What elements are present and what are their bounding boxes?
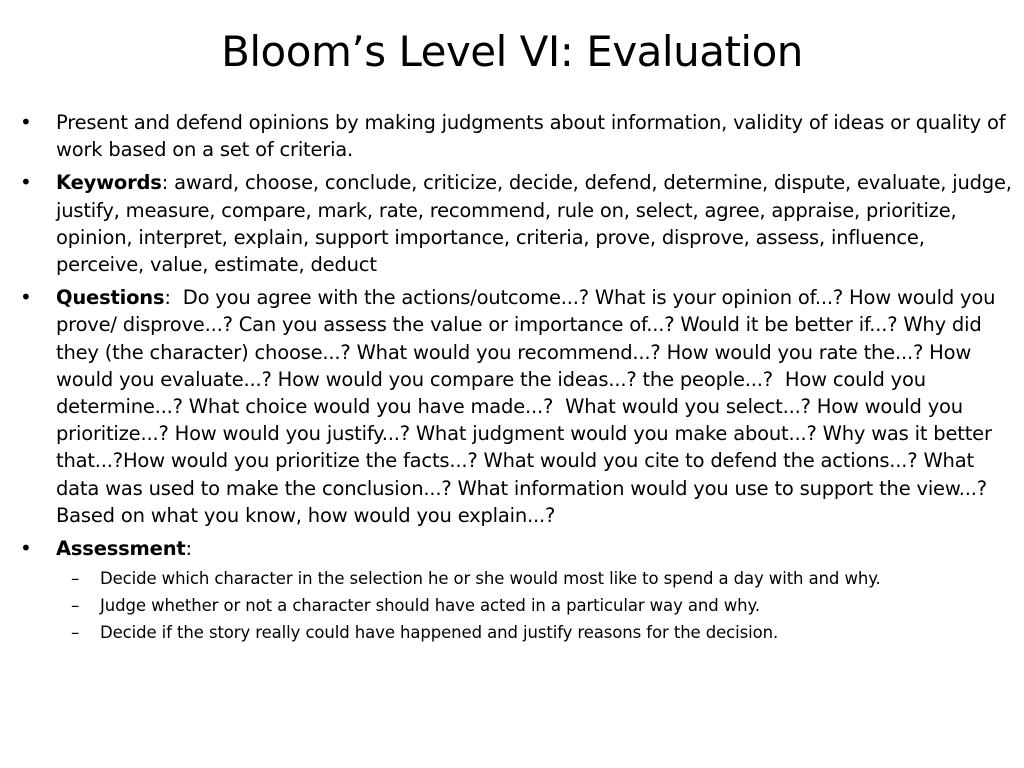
bullet-text: Do you agree with the actions/outcome...? What is your opinion of...? How would you prove/ disprove...? Can you assess the value or importance of...? Would it be better if...? Why did they (the character) choose...? What would you recommend...? How would you rate the...? How would you evaluate...? How would you compare the ideas...? the people...? How could you determine...? What choice would you have made...? What would you select...? How would you prioritize...? How would you justify...? What judgment would you make about...? Why was it better that...?How would you prioritize the facts...? What would you cite to defend the actions...? What data was used to make the conclusion...? What information would you use to support the view...? Based on what you know, how would you explain...? (56, 286, 1002, 527)
dash-icon: – (71, 569, 80, 589)
sub-bullet-item (18, 568, 1018, 590)
bullet-definition (18, 109, 1018, 163)
bullet-dot-icon: • (20, 110, 32, 134)
bullet-separator: : (161, 171, 169, 195)
bullet-assessment (18, 535, 1018, 562)
bullet-separator: : (185, 537, 192, 561)
slide-content (18, 109, 1018, 649)
bullet-label: Keywords (56, 171, 162, 195)
bullet-text: award, choose, conclude, criticize, decide, defend, determine, dispute, evaluate, judge, justify, measure, compare, mark, rate, recommend, rule on, select, agree, appraise, prioritize, opinion, interpret, explain, support importance, criteria, prove, disprove, assess, influence, perceive, value, estimate, deduct (56, 171, 1012, 277)
dash-icon: – (71, 596, 80, 616)
sub-bullet-text: Judge whether or not a character should have acted in a particular way and why. (100, 596, 760, 616)
dash-icon: – (71, 623, 80, 643)
sub-bullet-item (18, 595, 1018, 617)
bullet-dot-icon: • (20, 536, 32, 561)
sub-bullet-text: Decide if the story really could have happened and justify reasons for the decision. (100, 623, 779, 643)
bullet-separator: : (164, 286, 171, 310)
sub-bullet-text: Decide which character in the selection he or she would most like to spend a day with and why. (100, 569, 881, 589)
sub-bullet-item (18, 622, 1018, 644)
assessment-sub-list (18, 568, 1018, 644)
slide-title: Bloom’s Level VI: Evaluation (221, 27, 803, 76)
bullet-keywords (18, 169, 1018, 278)
bullet-questions (18, 284, 1018, 529)
bullet-text: Present and defend opinions by making judgments about information, validity of ideas or quality of work based on a set of criteria. (56, 111, 1006, 162)
bullet-label: Assessment (56, 537, 186, 561)
bullet-dot-icon: • (20, 170, 32, 195)
bullet-label: Questions (56, 286, 165, 310)
bullet-dot-icon: • (20, 285, 32, 310)
